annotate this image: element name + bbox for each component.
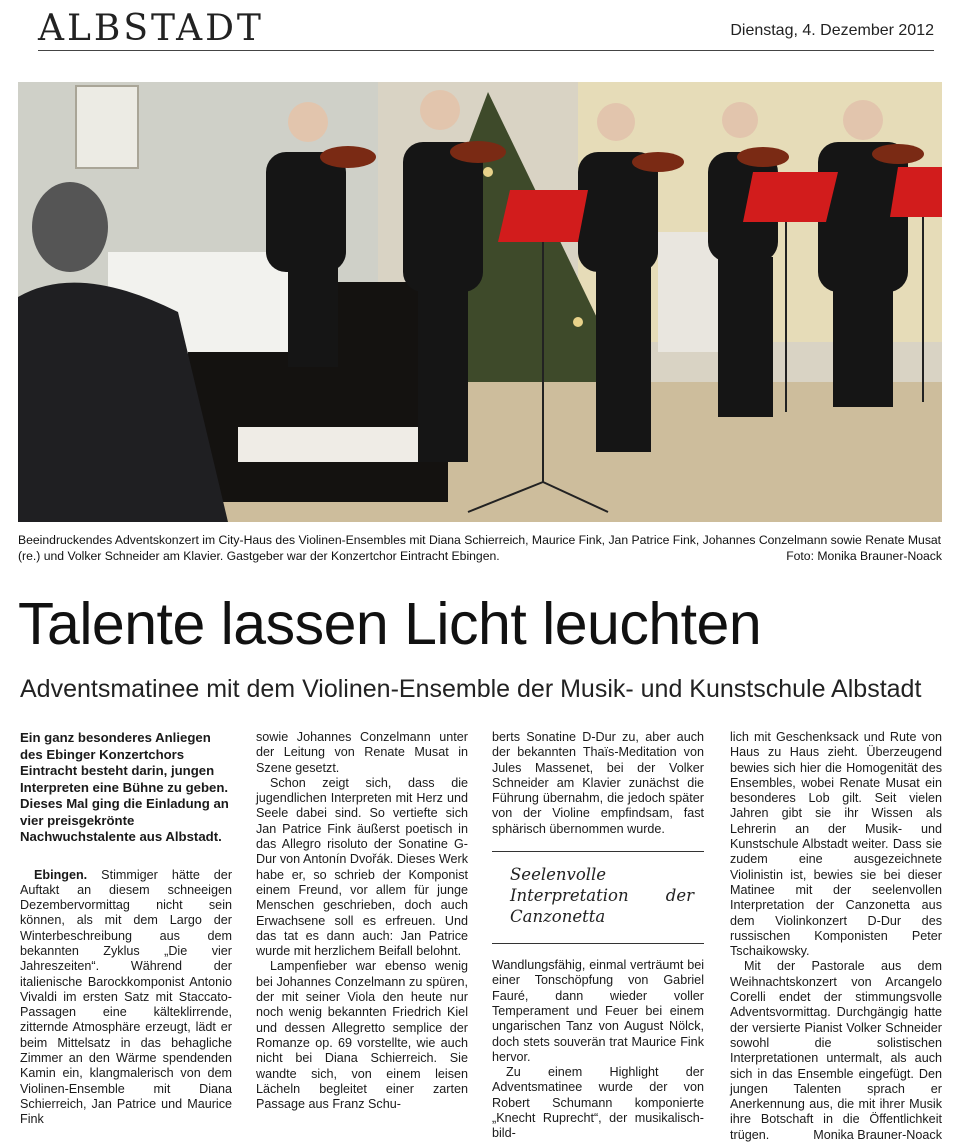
- dateline: Ebingen.: [34, 867, 88, 882]
- pull-quote: Seelenvolle Interpretation der Canzonetta: [492, 851, 704, 944]
- article-column-2: [256, 730, 468, 1112]
- body-paragraph: [730, 959, 942, 1143]
- photo-caption: [18, 533, 942, 564]
- body-paragraph: Lampenfieber war ebenso wenig bei Johannes Conzelmann zu spüren, der mit seiner Viola den heute nur noch wenig bekannten Friedrich Kiel und dessen Allegretto semplice der Romanze op. 69 vorstellte, wie auch nicht bei Diana Schierreich. Sie wandte sich, von einem leisen Lächeln begleitet einer zarten Passage aus Franz Schu-: [256, 959, 468, 1112]
- masthead: [38, 8, 934, 51]
- body-text: Stimmiger hätte der Auftakt an diesem schneeigen Dezembervormittag nicht sein können, als mit dem Largo der Winterbeschreibung aus dem bekannten Zyklus „Die vier Jahreszeiten“. Während der italienische Barockkomponist Antonio Vivaldi im ersten Satz mit Staccato-Passagen eine kälteklirrende, zitternde Atmosphäre erzeugt, lädt er beim Mittelsatz in das behagliche Zimmer an den Wärme spendenden Kamin ein, klangmalerisch von dem Violinen-Ensemble mit Diana Schierreich, Jan Patrice und Maurice Fink: [20, 867, 233, 1127]
- body-paragraph: Schon zeigt sich, dass die jugendlichen Interpreten mit Herz und Seele dabei sind. So vertiefte sich Jan Patrice Fink äußerst poetisch in das Allegro risoluto der Sonatine G-Dur von Antonín Dvořák. Dieses Werk habe er, so schrieb der Komponist einem Freund, vor allem für junge Menschen geschrieben, doch auch Erwachsene soll es erfreuen. Und das tat es dann auch: Jan Patrice wurde mit herzlichem Beifall belohnt.: [256, 775, 468, 959]
- author-signature: Monika Brauner-Noack: [813, 1127, 942, 1142]
- body-paragraph: Zu einem Highlight der Adventsmatinee wurde der von Robert Schumann komponierte „Knecht Ruprecht“, der musikalisch-bild-: [492, 1065, 704, 1141]
- section-title: ALBSTADT: [38, 8, 264, 49]
- article-column-1: [20, 730, 232, 1128]
- photo-credit: Foto: Monika Brauner-Noack: [786, 548, 942, 563]
- concert-photo: [18, 82, 942, 522]
- body-paragraph: sowie Johannes Conzelmann unter der Leitung von Renate Musat in Szene gesetzt.: [256, 730, 468, 775]
- body-paragraph: berts Sonatine D-Dur zu, aber auch der bekannten Thaïs-Meditation von Jules Massenet, bei der Volker Schneider am Klavier zunächst die Führung übernahm, die jedoch später von der Violine empfindsam, fast sphärisch übernommen wurde.: [492, 730, 704, 836]
- caption-text: Beeindruckendes Adventskonzert im City-Haus des Violinen-Ensembles mit Diana Schierreich, Maurice Fink, Jan Patrice Fink, Johannes Conzelmann sowie Renate Musat (re.) und Volker Schneider am Klavier. Gastgeber war der Konzertchor Eintracht Ebingen.: [18, 533, 942, 563]
- article-column-4: [730, 730, 942, 1143]
- article-column-3: [492, 730, 704, 1142]
- body-paragraph: Wandlungsfähig, einmal verträumt bei einer Tonschöpfung von Gabriel Fauré, dann wieder voller Temperament und Feuer bei einem ungarischen Tanz von August Nölck, doch stets souverän trat Maurice Fink hervor.: [492, 958, 704, 1064]
- body-paragraph: [20, 868, 232, 1128]
- headline: Talente lassen Licht leuchten: [18, 591, 762, 657]
- issue-date: Dienstag, 4. Dezember 2012: [730, 22, 934, 39]
- body-text: Mit der Pastorale aus dem Weihnachtskonzert von Arcangelo Corelli endet der stimmungsvolle Adventsvormittag. Durchgängig hatte der versierte Pianist Volker Schneider sowohl die solistischen Interpretationen untermalt, als auch sich in das Ensemble eingefügt. Den jungen Talenten sprach er Anerkennung aus, die mit ihrer Musik ihre Botschaft in die Öffentlichkeit trügen.: [730, 959, 942, 1142]
- body-paragraph: lich mit Geschenksack und Rute von Haus zu Haus zieht. Überzeugend bewies sich hier die Homogenität des Ensembles, wobei Renate Musat ein besonderes Lob gilt. Seit vielen Jahren gibt sie ihr Wissen als Lehrerin an der Musik- und Kunstschule Albstadt weiter. Dass sie zudem eine ausgezeichnete Violinistin ist, bewies sie bei dieser Matinee mit der seelenvollen Interpretation der Canzonetta aus dem Violinkonzert D-Dur des russischen Komponisten Peter Tschaikowsky.: [730, 730, 942, 959]
- lead-paragraph: Ein ganz besonderes Anliegen des Ebinger Konzertchors Eintracht besteht darin, jungen Interpreten eine Bühne zu geben. Dieses Mal ging die Einladung an vier preisgekrönte Nachwuchstalente aus Albstadt.: [20, 730, 229, 844]
- subheadline: Adventsmatinee mit dem Violinen-Ensemble der Musik- und Kunstschule Albstadt: [20, 675, 922, 703]
